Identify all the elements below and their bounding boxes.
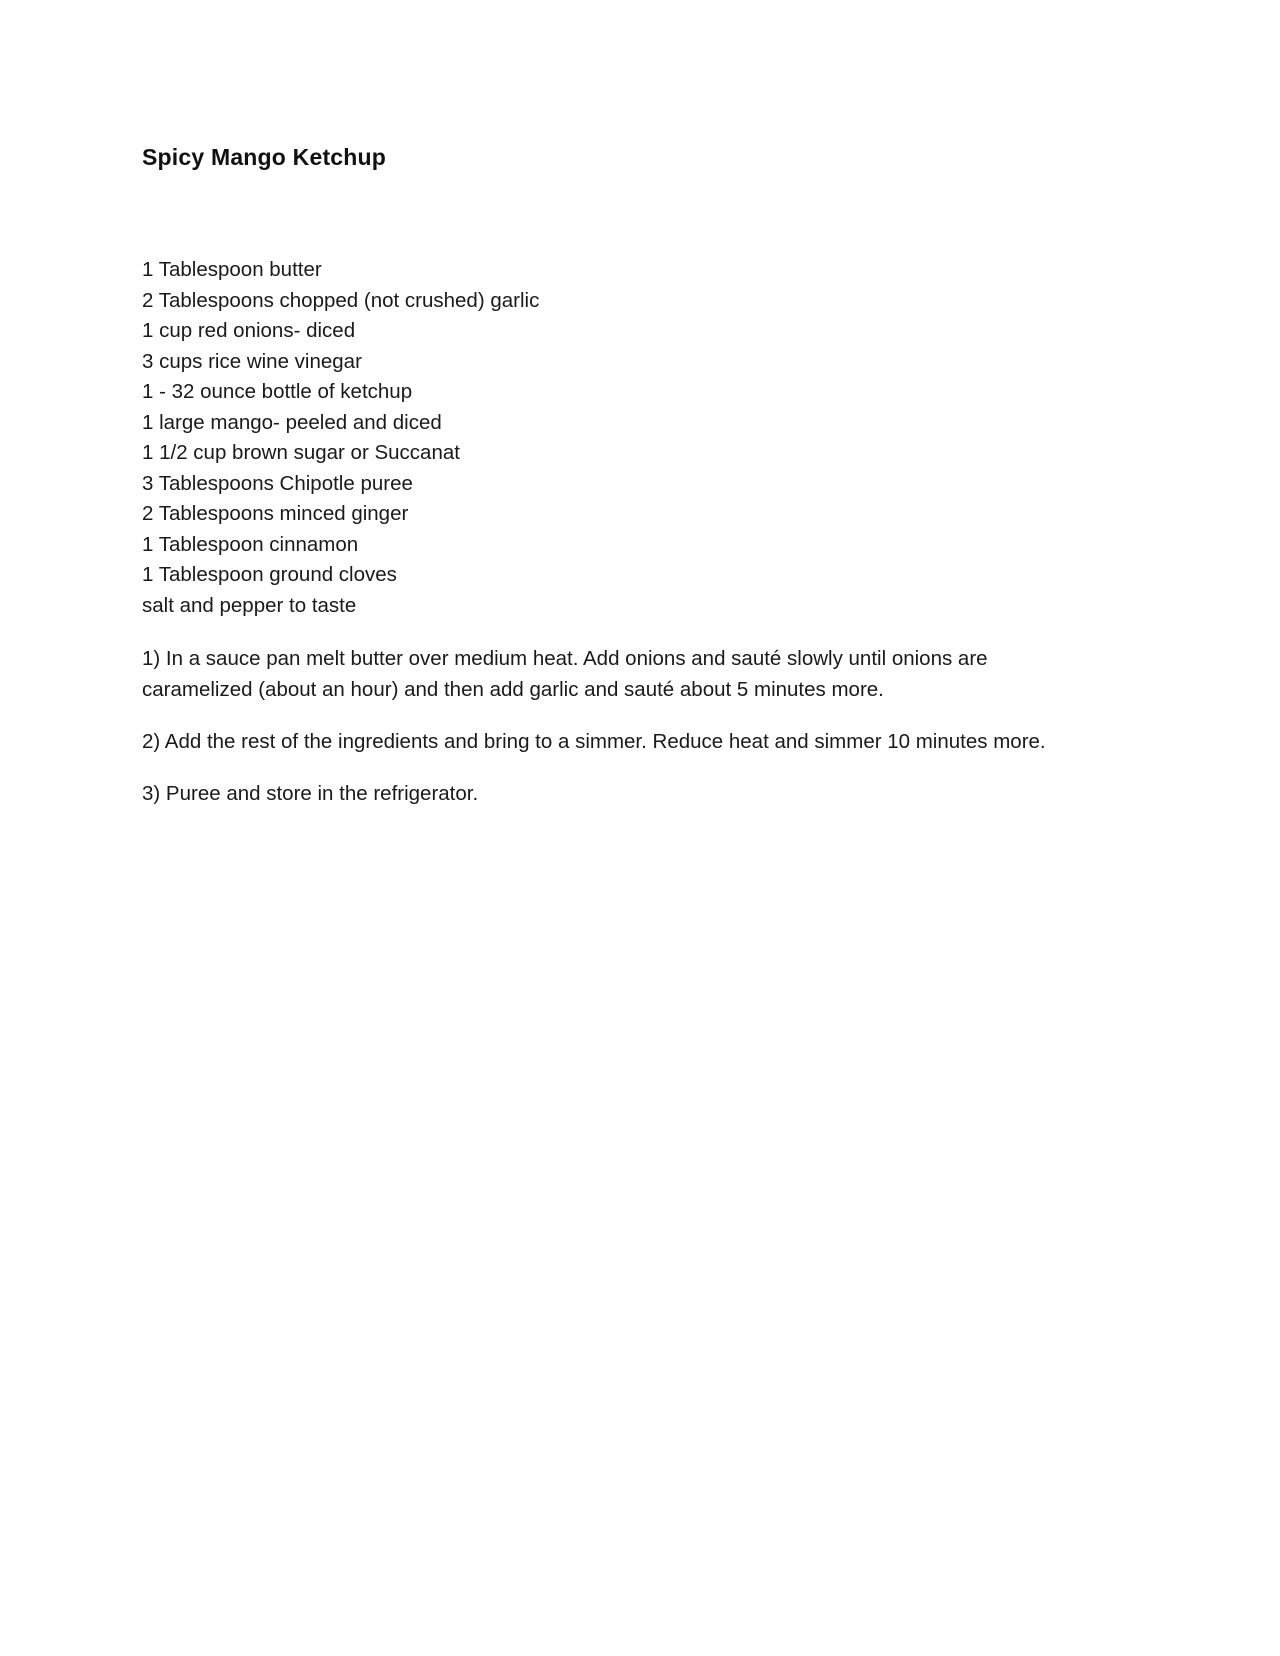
recipe-title: Spicy Mango Ketchup [142, 144, 387, 170]
ingredient-line: 3 cups rice wine vinegar [142, 349, 362, 373]
ingredient-line: salt and pepper to taste [142, 593, 357, 617]
instruction-step: 2) Add the rest of the ingredients and bring to a simmer. Reduce heat and simmer 10 minutes more. [142, 730, 1046, 753]
ingredient-line: 1 1/2 cup brown sugar or Succanat [142, 441, 460, 464]
ingredient-line: 1 - 32 ounce bottle of ketchup [142, 380, 413, 403]
ingredient-line: 1 cup red onions- diced [142, 319, 356, 342]
ingredient-line: 1 large mango- peeled and diced [142, 410, 442, 434]
instruction-step: 3) Puree and store in the refrigerator. [142, 782, 479, 805]
ingredient-line: 1 Tablespoon butter [142, 258, 322, 281]
ingredient-line: 1 Tablespoon cinnamon [142, 532, 359, 556]
ingredient-line: 3 Tablespoons Chipotle puree [142, 471, 413, 495]
ingredient-line: 1 Tablespoon ground cloves [142, 563, 397, 586]
ingredient-line: 2 Tablespoons chopped (not crushed) garlic [142, 288, 540, 312]
instructions-section [142, 643, 1092, 809]
document-content [142, 144, 1092, 809]
instruction-step: 1) In a sauce pan melt butter over medium heat. Add onions and sauté slowly until onions are caramelized (about an hour) and then add garlic and sauté about 5 minutes more. [142, 647, 988, 701]
ingredient-line: 2 Tablespoons minced ginger [142, 502, 409, 525]
ingredients-list [142, 255, 1092, 621]
